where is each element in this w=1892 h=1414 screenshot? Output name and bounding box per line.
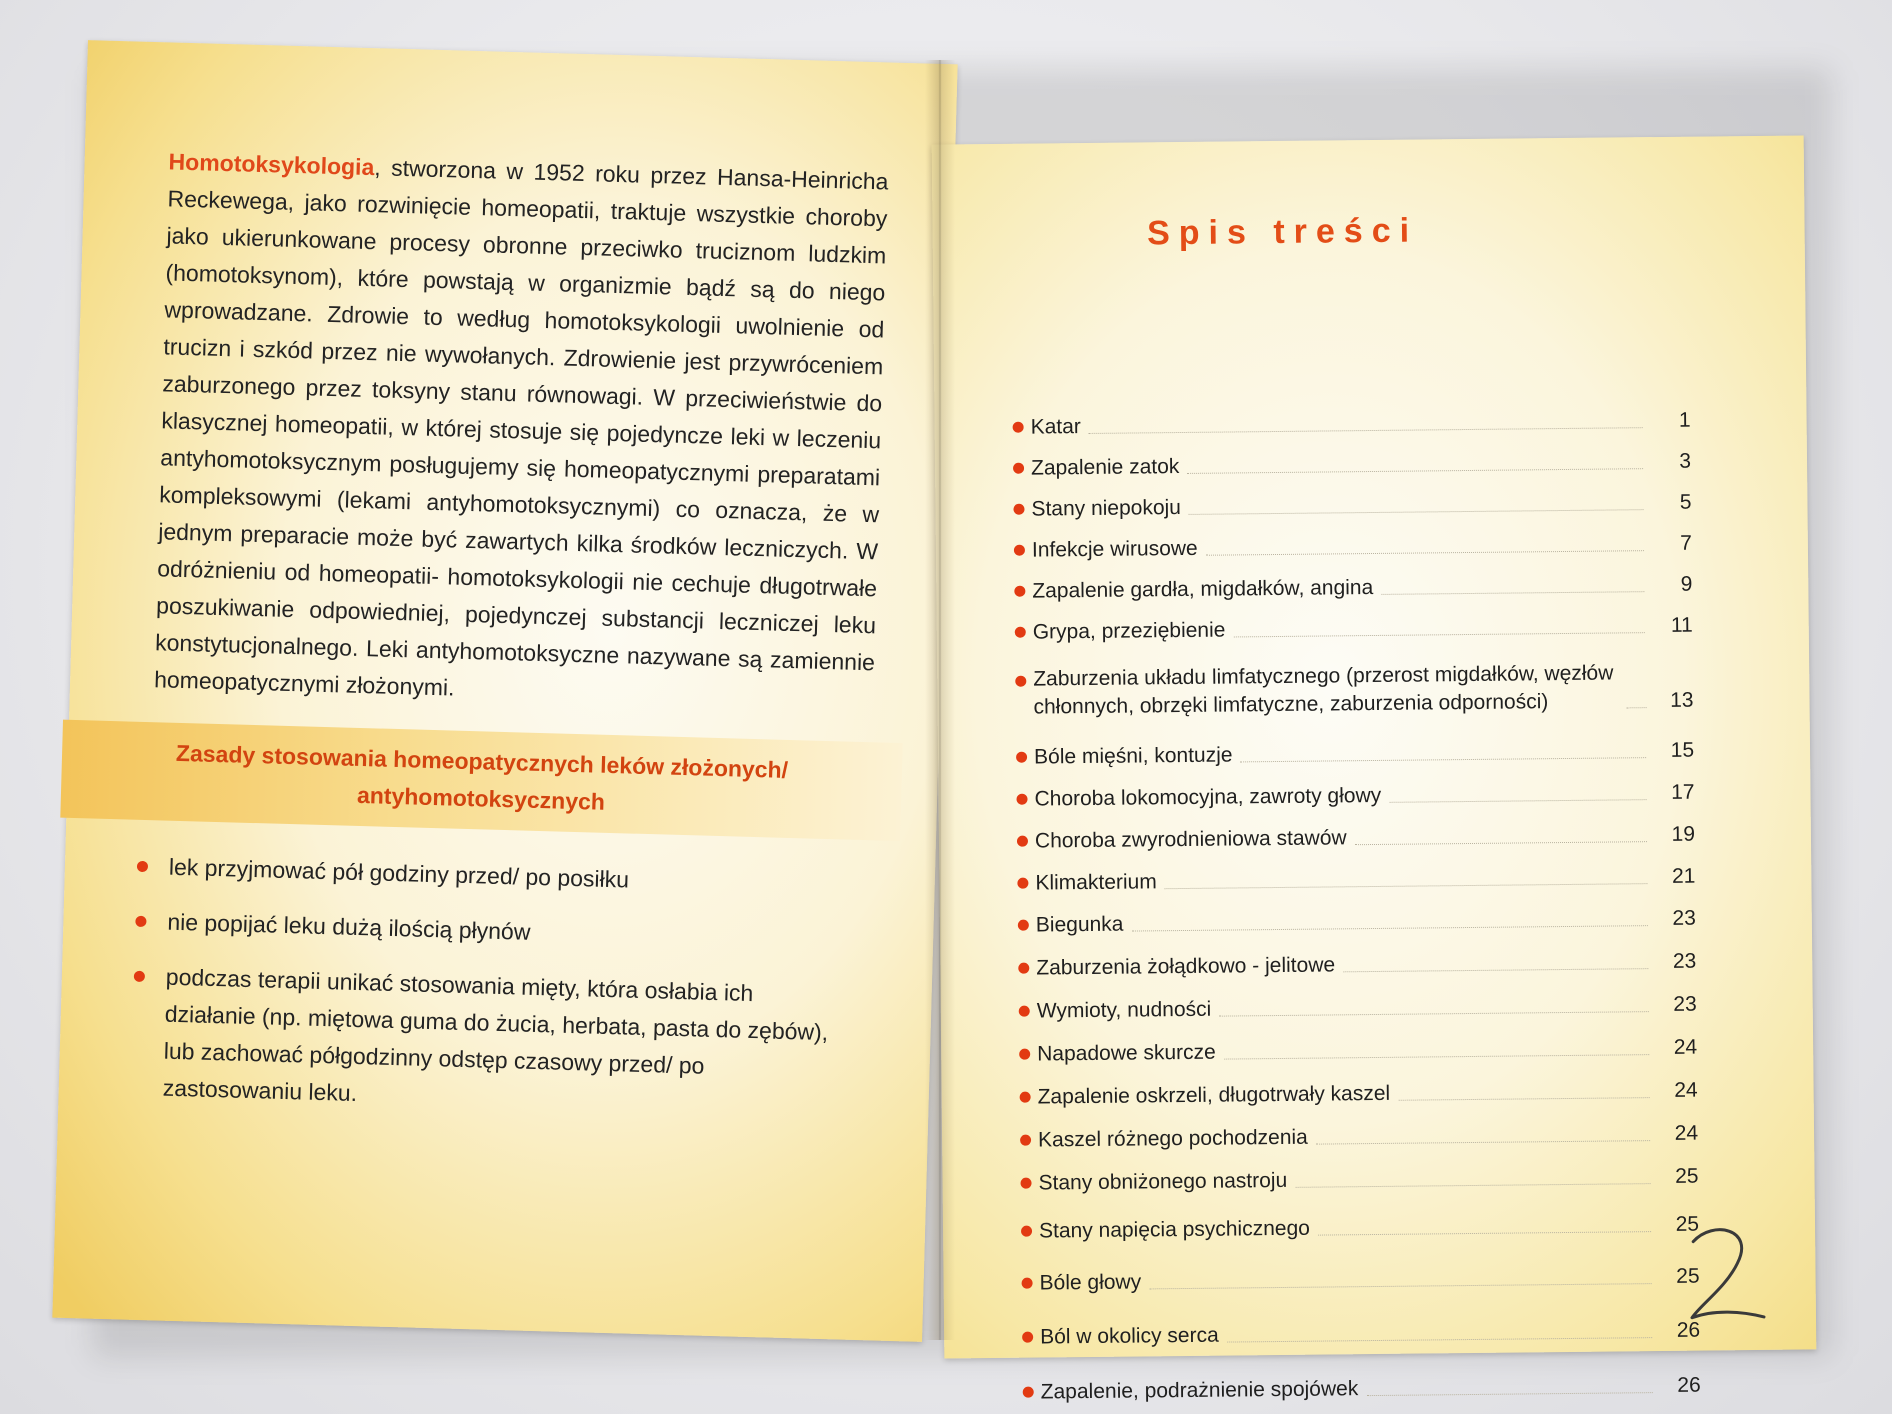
toc-page-number: 24 (1674, 1121, 1699, 1145)
book-spine-gutter (925, 60, 955, 1340)
toc-page-number: 24 (1673, 1035, 1698, 1059)
toc-title: Spis treści (1146, 211, 1419, 253)
toc-page-number: 7 (1680, 531, 1693, 555)
bullet-icon (1019, 1049, 1030, 1060)
toc-label: Choroba zwyrodnieniowa stawów (1034, 826, 1347, 853)
toc-label: Zapalenie, podrażnienie spojówek (1040, 1377, 1359, 1404)
toc-label: Bóle głowy (1039, 1270, 1142, 1295)
dot-leader (1627, 707, 1647, 708)
dot-leader (1219, 1011, 1649, 1016)
rule-text: nie popijać leku dużą ilością płynów (167, 908, 531, 945)
dot-leader (1389, 799, 1646, 803)
section-title-line-1: Zasady stosowania homeopatycznych leków złożonych/ (175, 739, 789, 783)
toc-entry (1036, 948, 1696, 983)
dot-leader (1149, 1283, 1651, 1289)
bullet-icon (1020, 1178, 1031, 1189)
toc-page-number: 5 (1679, 490, 1692, 514)
toc-entry (1033, 612, 1693, 647)
toc-page-number: 13 (1670, 688, 1694, 712)
toc-label: Katar (1030, 415, 1081, 439)
toc-label: Wymioty, nudności (1036, 997, 1212, 1023)
toc-entry (1037, 1034, 1697, 1069)
bullet-icon (137, 861, 148, 872)
dot-leader (1241, 757, 1647, 762)
rule-item (132, 848, 853, 905)
toc-page-number: 26 (1677, 1373, 1701, 1397)
bullet-icon (1015, 676, 1026, 687)
table-of-contents (1029, 267, 1701, 1404)
dot-leader (1224, 1054, 1649, 1059)
section-title-line-2: antyhomotoksycznych (356, 781, 606, 815)
intro-paragraph (154, 143, 889, 718)
toc-label: Kaszel różnego pochodzenia (1037, 1125, 1308, 1152)
bullet-icon (1018, 920, 1029, 931)
dot-leader (1165, 883, 1648, 889)
handwritten-digit-two (1691, 1229, 1764, 1317)
dot-leader (1227, 1337, 1652, 1342)
dot-leader (1187, 468, 1643, 474)
toc-label: Stany obniżonego nastroju (1038, 1168, 1288, 1195)
rules-list (126, 848, 853, 1144)
bullet-icon (1014, 545, 1025, 556)
bullet-icon (1017, 836, 1028, 847)
toc-entry (1035, 821, 1695, 856)
bullet-icon (1015, 627, 1026, 638)
toc-label: Biegunka (1035, 912, 1124, 937)
toc-label: Klimakterium (1035, 870, 1157, 895)
toc-entry (1038, 1077, 1698, 1112)
dot-leader (1318, 1231, 1651, 1235)
toc-label: Stany napięcia psychicznego (1038, 1216, 1310, 1243)
dot-leader (1398, 1097, 1649, 1101)
toc-entry (1030, 407, 1690, 442)
bullet-icon (1018, 963, 1029, 974)
rule-text: lek przyjmować pół godziny przed/ po posiłku (168, 853, 630, 893)
toc-page-number: 21 (1671, 864, 1696, 888)
dot-leader (1343, 968, 1648, 972)
toc-page-number: 26 (1676, 1318, 1701, 1342)
toc-page-number: 3 (1679, 449, 1692, 473)
bullet-icon (1013, 463, 1024, 474)
toc-label: Zapalenie zatok (1030, 455, 1180, 480)
toc-entry (1041, 1372, 1701, 1407)
toc-label: Zaburzenia żołądkowo - jelitowe (1036, 953, 1336, 980)
intro-text: , stworzona w 1952 roku przez Hansa-Heinricha Reckewega, jako rozwinięcie homeopatii, traktuje wszystkie choroby jako ukierunkowane procesy obronne przeciwko truciznom ludzkim (homotoksynom), które powstają w organizmie bądź są do niego wprowadzane. Zdrowie to według homotoksykologii uwolnienie od trucizn i szkód przez nie wywołanych. Zdrowienie jest przywróceniem zaburzonego przez toksyny stanu równowagi. W przeciwieństwie do klasycznej homeopatii, w której stosuje się pojedyncze leki w leczeniu antyhomotoksycznym posługujemy się homeopatycznymi preparatami kompleksowymi (lekami antyhomotoksycznymi) co oznacza, że w jednym preparacie może być zawartych kilka środków leczniczych. W odróżnieniu od homeopatii- homotoksykologii nie cechuje długotrwałe poszukiwanie odpowiedniej, pojedynczej substancji leczniczej leku konstytucjonalnego. Leki antyhomotoksyczne nazywane są zamiennie homeopatycznymi złożonymi. (153, 154, 889, 701)
toc-entry (1036, 905, 1696, 940)
dot-leader (1381, 591, 1644, 595)
dot-leader (1233, 632, 1644, 637)
toc-page-number: 19 (1671, 822, 1696, 846)
bullet-icon (1016, 794, 1027, 805)
toc-entry (1038, 1163, 1698, 1198)
toc-label: Grypa, przeziębienie (1032, 618, 1226, 644)
toc-page-number: 25 (1676, 1264, 1700, 1288)
right-page (932, 135, 1817, 1404)
toc-page-number: 25 (1675, 1164, 1699, 1188)
dot-leader (1366, 1392, 1652, 1396)
handwritten-page-number (1663, 1221, 1774, 1332)
toc-label: Infekcje wirusowe (1031, 536, 1198, 562)
dot-leader (1355, 841, 1647, 845)
intro-highlight: Homotoksykologia (168, 148, 375, 181)
toc-label: Zapalenie oskrzeli, długotrwały kaszel (1037, 1081, 1391, 1109)
left-page (52, 40, 957, 1342)
toc-label: Ból w okolicy serca (1040, 1323, 1219, 1349)
toc-entry (1034, 779, 1694, 814)
section-title-band (60, 720, 902, 841)
toc-label: Stany niepokoju (1031, 496, 1182, 521)
bullet-icon (1013, 422, 1024, 433)
toc-label: Choroba lokomocyjna, zawroty głowy (1034, 783, 1382, 811)
bullet-icon (1023, 1387, 1034, 1398)
bullet-icon (134, 971, 145, 982)
bullet-icon (1022, 1332, 1033, 1343)
toc-entry (1031, 448, 1691, 483)
toc-entry (1032, 571, 1692, 606)
bullet-icon (1020, 1135, 1031, 1146)
toc-page-number: 9 (1680, 572, 1693, 596)
toc-entry (1031, 489, 1691, 524)
toc-label: Napadowe skurcze (1037, 1040, 1216, 1066)
bullet-icon (1019, 1006, 1030, 1017)
dot-leader (1189, 509, 1644, 515)
toc-page-number: 23 (1673, 992, 1697, 1016)
toc-label: Bóle mięśni, kontuzje (1033, 743, 1233, 769)
rule-item (126, 958, 850, 1126)
toc-page-number: 23 (1672, 906, 1696, 930)
section-title (101, 733, 863, 828)
toc-entry (1033, 659, 1694, 722)
dot-leader (1295, 1183, 1650, 1188)
toc-page-number: 23 (1672, 949, 1697, 973)
toc-page-number: 1 (1678, 408, 1691, 432)
toc-entry (1037, 991, 1697, 1026)
toc-entry (1040, 1317, 1700, 1352)
dot-leader (1316, 1140, 1650, 1145)
dot-leader (1089, 427, 1643, 434)
bullet-icon (1017, 878, 1028, 889)
toc-label: Zaburzenia układu limfatycznego (przerost migdałków, węzłów chłonnych, obrzęki limfatyczne, zaburzenia odporności) (1033, 661, 1614, 719)
toc-entry (1039, 1211, 1699, 1246)
toc-entry (1034, 737, 1694, 772)
toc-page-number: 15 (1670, 738, 1695, 762)
rule-text: podczas terapii unikać stosowania mięty, która osłabia ich działanie (np. miętowa guma do żucia, herbata, pasta do zębów), lub zachować półgodzinny odstęp czasowy przed/ po zastosowaniu leku. (162, 963, 829, 1107)
bullet-icon (1013, 504, 1024, 515)
toc-page-number: 25 (1675, 1212, 1700, 1236)
toc-entry (1038, 1120, 1698, 1155)
bullet-icon (1016, 752, 1027, 763)
toc-page-number: 24 (1674, 1078, 1698, 1102)
toc-entry (1035, 863, 1695, 898)
bullet-icon (135, 916, 146, 927)
toc-entry (1032, 530, 1692, 565)
bullet-icon (1021, 1226, 1032, 1237)
rule-item (131, 903, 852, 960)
toc-page-number: 17 (1671, 780, 1695, 804)
dot-leader (1206, 550, 1644, 556)
bullet-icon (1022, 1278, 1033, 1289)
toc-label: Zapalenie gardła, migdałków, angina (1032, 575, 1374, 603)
toc-page-number: 11 (1670, 613, 1693, 637)
dot-leader (1131, 925, 1647, 931)
bullet-icon (1014, 586, 1025, 597)
bullet-icon (1020, 1092, 1031, 1103)
toc-entry (1039, 1263, 1699, 1298)
